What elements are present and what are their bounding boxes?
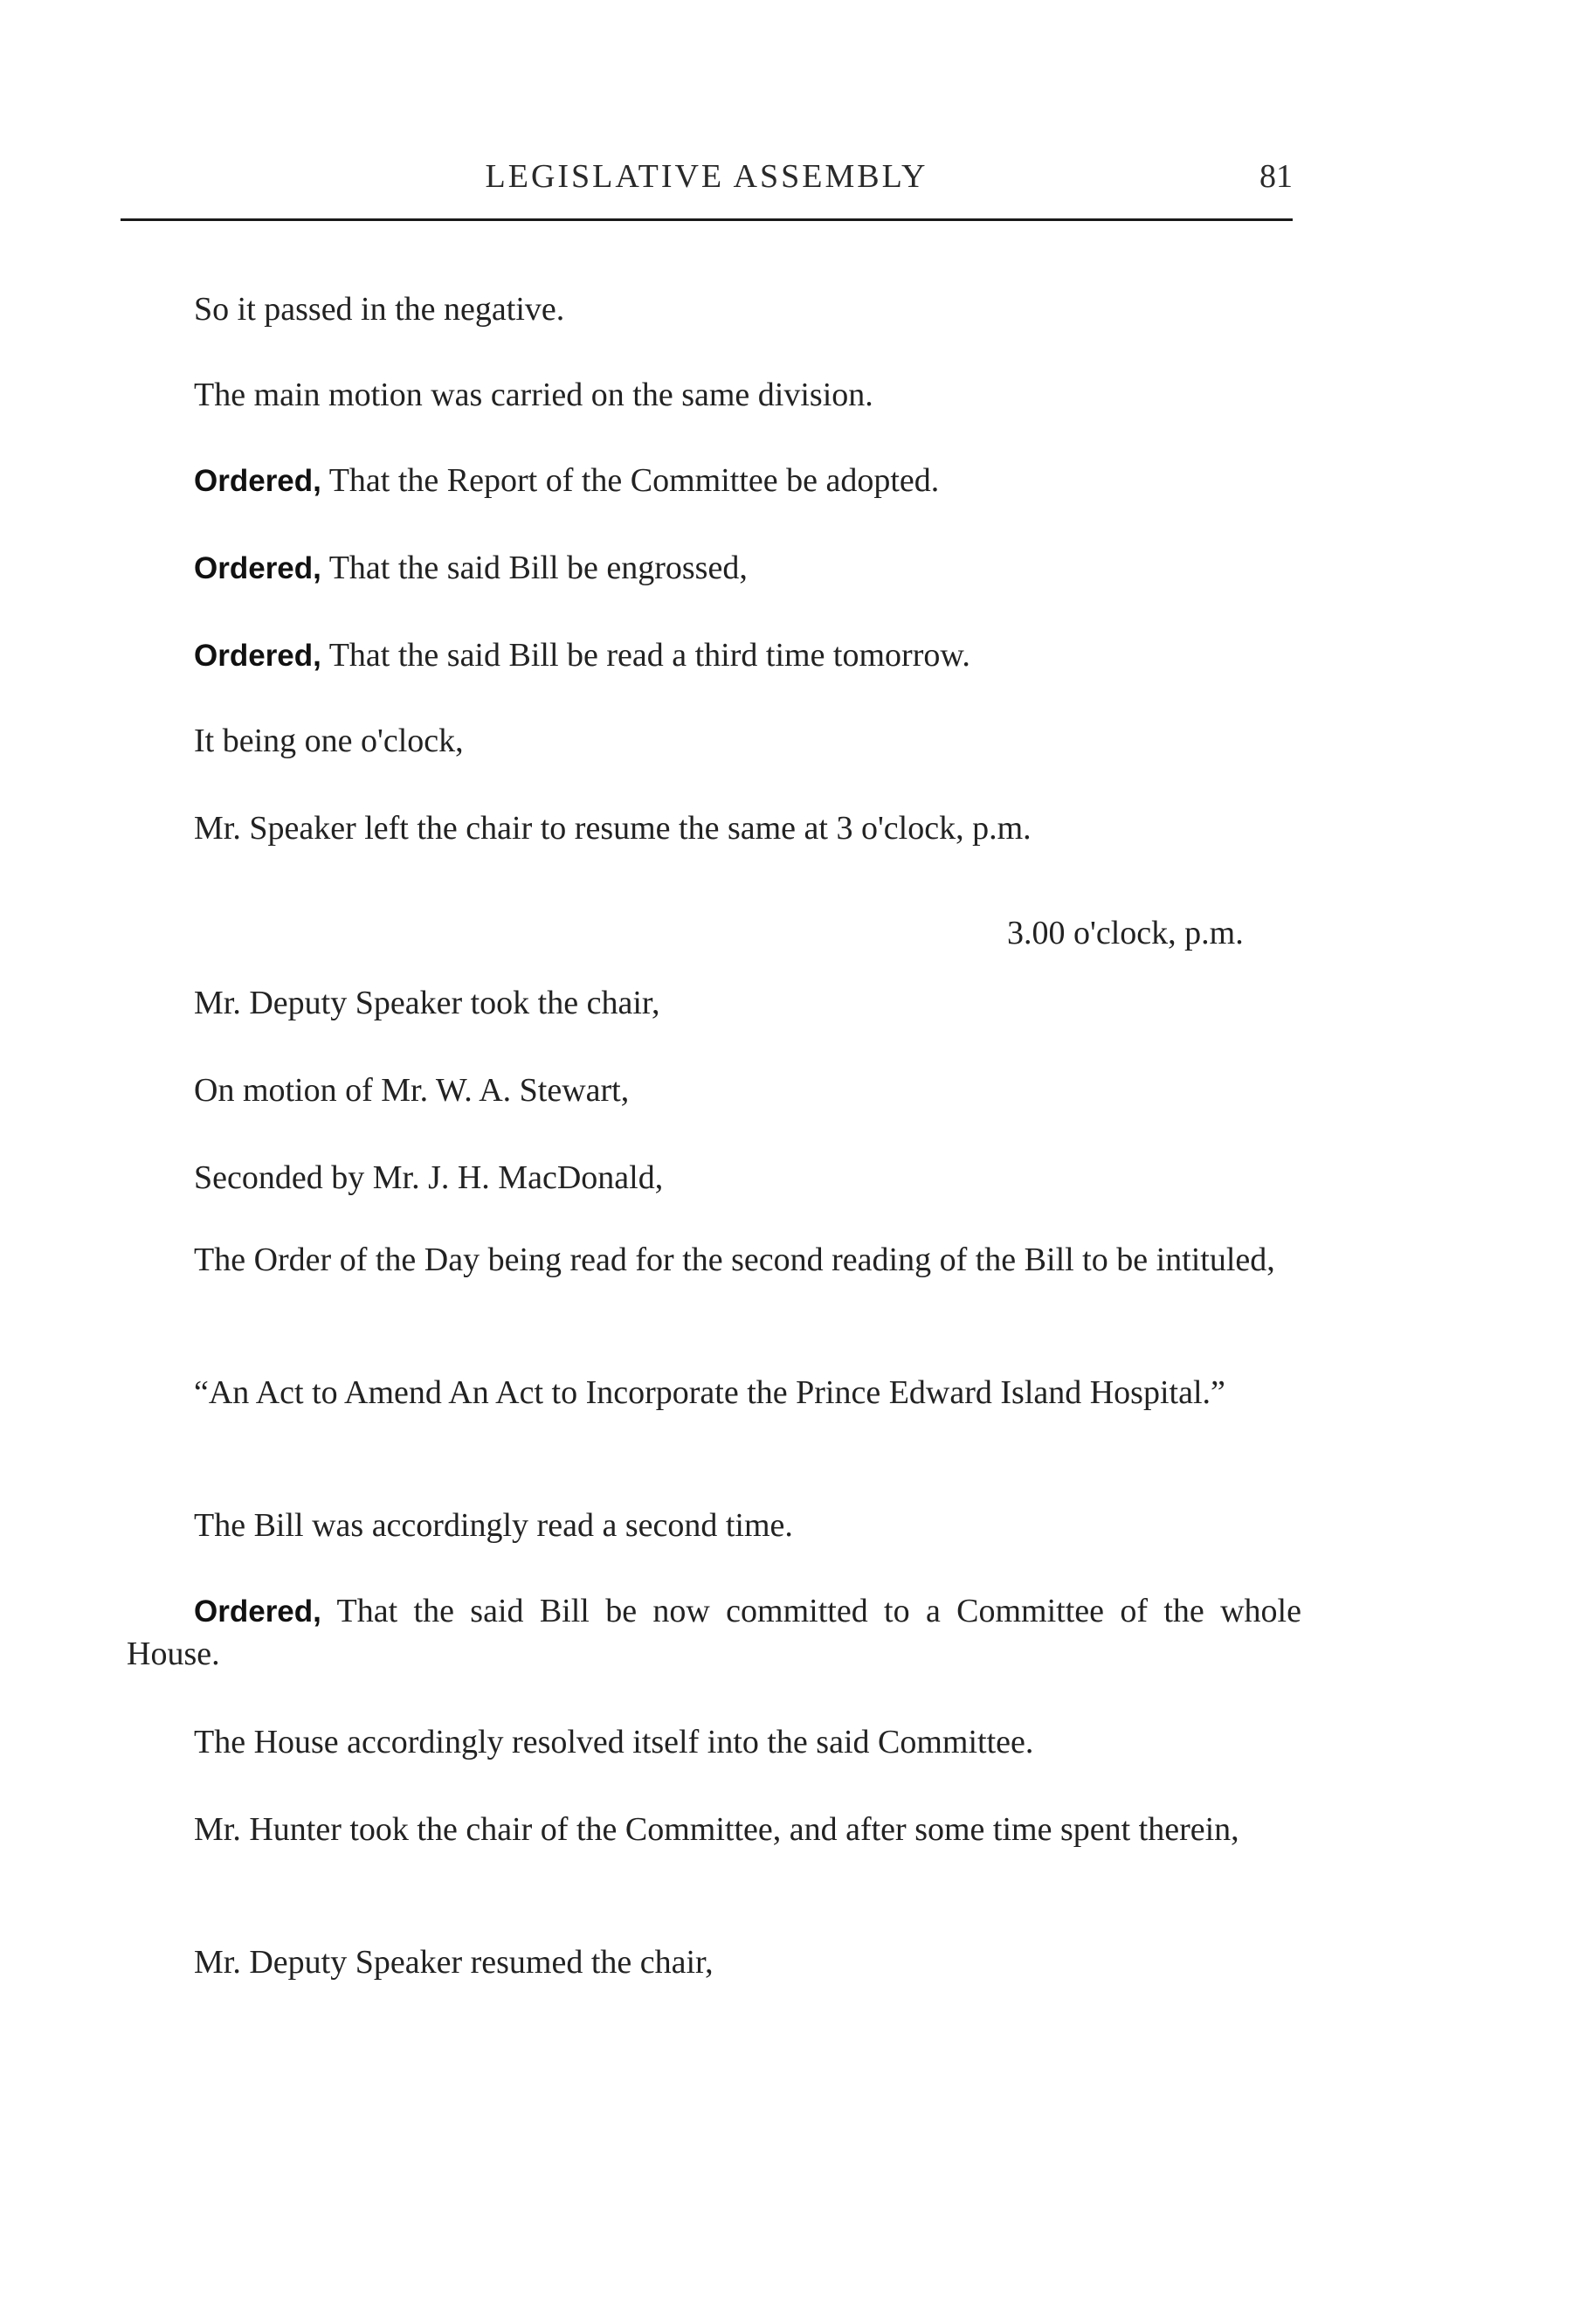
paragraph-main-motion: The main motion was carried on the same division. — [194, 377, 873, 413]
ordered-text: That the said Bill be read a third time tomorrow. — [328, 637, 970, 674]
ordered-label: Ordered, — [194, 464, 321, 498]
paragraph-ordered-committed — [127, 1590, 1301, 1675]
paragraph-one-oclock: It being one o'clock, — [194, 723, 464, 759]
paragraph-ordered-report — [194, 460, 939, 502]
ordered-label: Ordered, — [194, 551, 321, 585]
ordered-label: Ordered, — [194, 639, 321, 673]
paragraph-ordered-engrossed — [194, 547, 748, 590]
paragraph-act-title: “An Act to Amend An Act to Incorporate the Prince Edward Island Hospital.” — [194, 1374, 1225, 1411]
page-number: 81 — [1259, 158, 1293, 195]
paragraph-deputy-took-chair: Mr. Deputy Speaker took the chair, — [194, 985, 660, 1021]
ordered-text: That the said Bill be engrossed, — [328, 550, 748, 586]
paragraph-hunter-chair: Mr. Hunter took the chair of the Committee, and after some time spent therein, — [194, 1811, 1239, 1848]
paragraph-house-resolved: The House accordingly resolved itself into the said Committee. — [194, 1724, 1034, 1760]
paragraph-motion-of: On motion of Mr. W. A. Stewart, — [194, 1072, 630, 1109]
time-heading: 3.00 o'clock, p.m. — [1007, 915, 1244, 951]
ordered-text: That the said Bill be now committed to a Committee of the whole House. — [127, 1593, 1301, 1672]
ordered-text: That the Report of the Committee be adopted. — [328, 462, 940, 499]
running-head: LEGISLATIVE ASSEMBLY — [485, 158, 928, 195]
paragraph-negative: So it passed in the negative. — [194, 291, 565, 328]
page-header — [121, 157, 1293, 221]
paragraph-second-time: The Bill was accordingly read a second time. — [194, 1507, 793, 1544]
paragraph-ordered-third-reading — [194, 634, 970, 677]
paragraph-speaker-left: Mr. Speaker left the chair to resume the same at 3 o'clock, p.m. — [194, 810, 1032, 847]
paragraph-order-of-day: The Order of the Day being read for the second reading of the Bill to be intituled, — [194, 1242, 1275, 1278]
paragraph-seconded-by: Seconded by Mr. J. H. MacDonald, — [194, 1159, 664, 1196]
ordered-label: Ordered, — [194, 1594, 321, 1629]
paragraph-deputy-resumed: Mr. Deputy Speaker resumed the chair, — [194, 1944, 714, 1981]
